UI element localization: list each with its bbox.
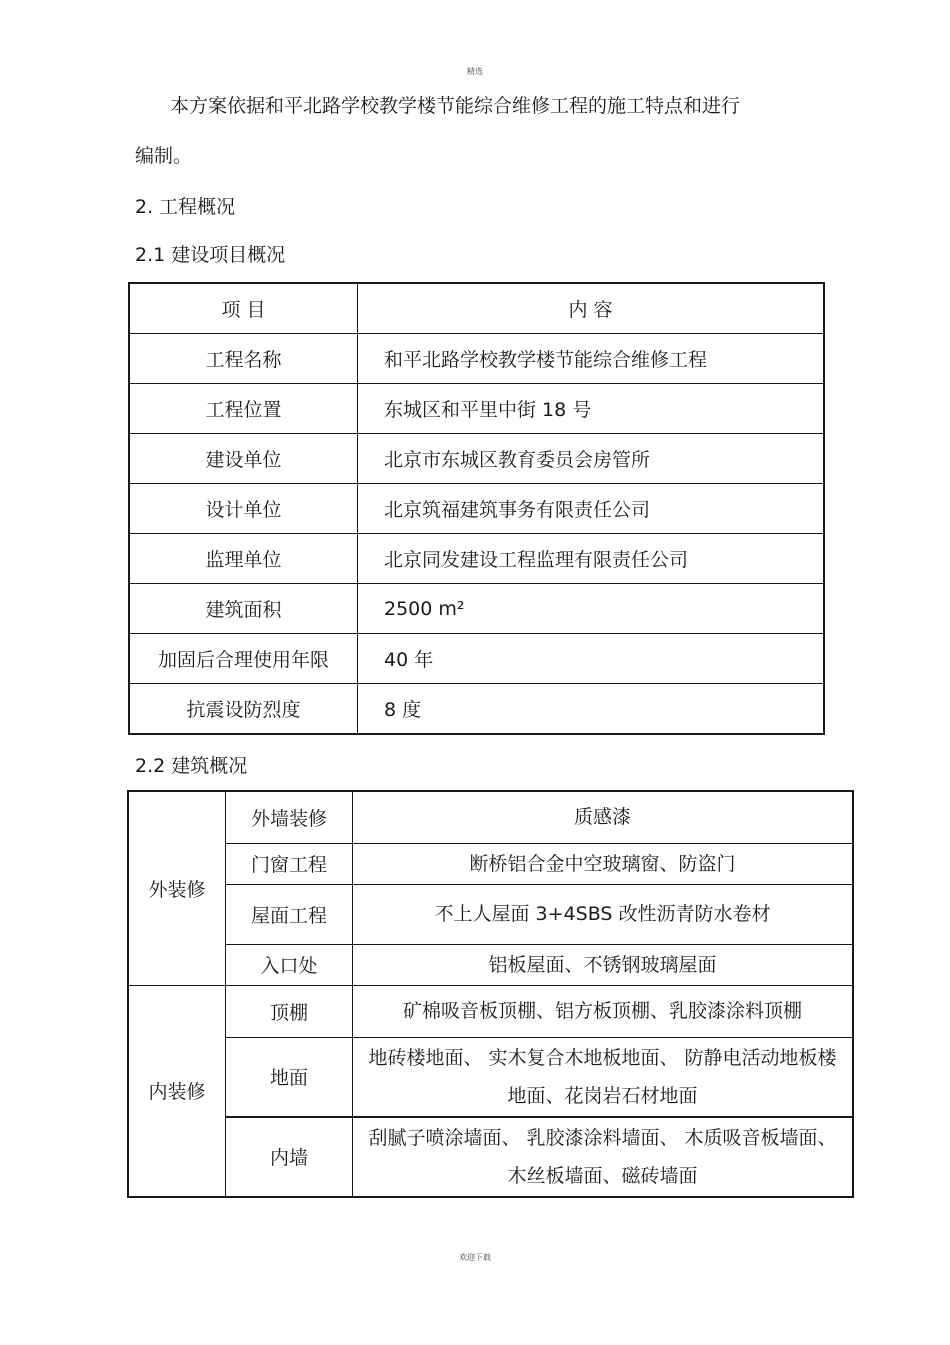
- row-label: 地面: [226, 1037, 353, 1117]
- row-label: 入口处: [226, 944, 353, 985]
- table-header-row: [129, 283, 824, 334]
- table-row: [129, 584, 824, 634]
- row-value: 铝板屋面、不锈钢玻璃屋面: [353, 944, 854, 985]
- row-label: 加固后合理使用年限: [129, 634, 358, 684]
- row-value: 东城区和平里中街 18 号: [358, 384, 825, 434]
- table-row: [129, 534, 824, 584]
- row-label: 顶棚: [226, 985, 353, 1037]
- row-value: 刮腻子喷涂墙面、 乳胶漆涂料墙面、 木质吸音板墙面、木丝板墙面、磁砖墙面: [353, 1117, 854, 1197]
- row-value: 和平北路学校教学楼节能综合维修工程: [358, 334, 825, 384]
- row-label: 门窗工程: [226, 843, 353, 884]
- table-row: [129, 484, 824, 534]
- table-row: [129, 384, 824, 434]
- group-label-exterior: 外装修: [128, 791, 226, 985]
- row-value: 矿棉吸音板顶棚、铝方板顶棚、乳胶漆涂料顶棚: [353, 985, 854, 1037]
- row-value: 北京市东城区教育委员会房管所: [358, 434, 825, 484]
- intro-line-2: 编制。: [135, 145, 193, 167]
- row-value: 2500 m²: [358, 584, 825, 634]
- table-row: [129, 434, 824, 484]
- row-value: 北京同发建设工程监理有限责任公司: [358, 534, 825, 584]
- page-header-mark: 精选: [467, 67, 483, 76]
- row-value: 断桥铝合金中空玻璃窗、防盗门: [353, 843, 854, 884]
- table-row: [129, 334, 824, 384]
- table-row: [128, 1117, 853, 1197]
- row-label: 工程名称: [129, 334, 358, 384]
- row-label: 监理单位: [129, 534, 358, 584]
- table-row: [128, 1037, 853, 1117]
- row-label: 抗震设防烈度: [129, 684, 358, 735]
- row-label: 屋面工程: [226, 884, 353, 944]
- section-2-heading: 2. 工程概况: [135, 196, 236, 218]
- row-value: 北京筑福建筑事务有限责任公司: [358, 484, 825, 534]
- table-row: [128, 791, 853, 843]
- header-cell-content: 内 容: [358, 283, 825, 334]
- section-2-2-heading: 2.2 建筑概况: [135, 755, 248, 777]
- building-overview-table: [127, 790, 854, 1198]
- row-label: 内墙: [226, 1117, 353, 1197]
- row-label: 设计单位: [129, 484, 358, 534]
- row-value: 8 度: [358, 684, 825, 735]
- section-2-1-heading: 2.1 建设项目概况: [135, 244, 286, 266]
- project-overview-table: [128, 282, 825, 735]
- page-footer-mark: 欢迎下载: [459, 1253, 491, 1262]
- row-value: 质感漆: [353, 791, 854, 843]
- intro-line-1: 本方案依据和平北路学校教学楼节能综合维修工程的施工特点和进行: [170, 95, 741, 117]
- table-row: [128, 884, 853, 944]
- table-row: [128, 944, 853, 985]
- row-label: 工程位置: [129, 384, 358, 434]
- group-label-interior: 内装修: [128, 985, 226, 1197]
- row-value: 地砖楼地面、 实木复合木地板地面、 防静电活动地板楼地面、花岗岩石材地面: [353, 1037, 854, 1117]
- row-label: 建设单位: [129, 434, 358, 484]
- row-label: 建筑面积: [129, 584, 358, 634]
- header-cell-item: 项 目: [129, 283, 358, 334]
- row-value: 不上人屋面 3+4SBS 改性沥青防水卷材: [353, 884, 854, 944]
- table-row: [128, 843, 853, 884]
- table-row: [129, 684, 824, 735]
- table-row: [128, 985, 853, 1037]
- table-row: [129, 634, 824, 684]
- row-value: 40 年: [358, 634, 825, 684]
- row-label: 外墙装修: [226, 791, 353, 843]
